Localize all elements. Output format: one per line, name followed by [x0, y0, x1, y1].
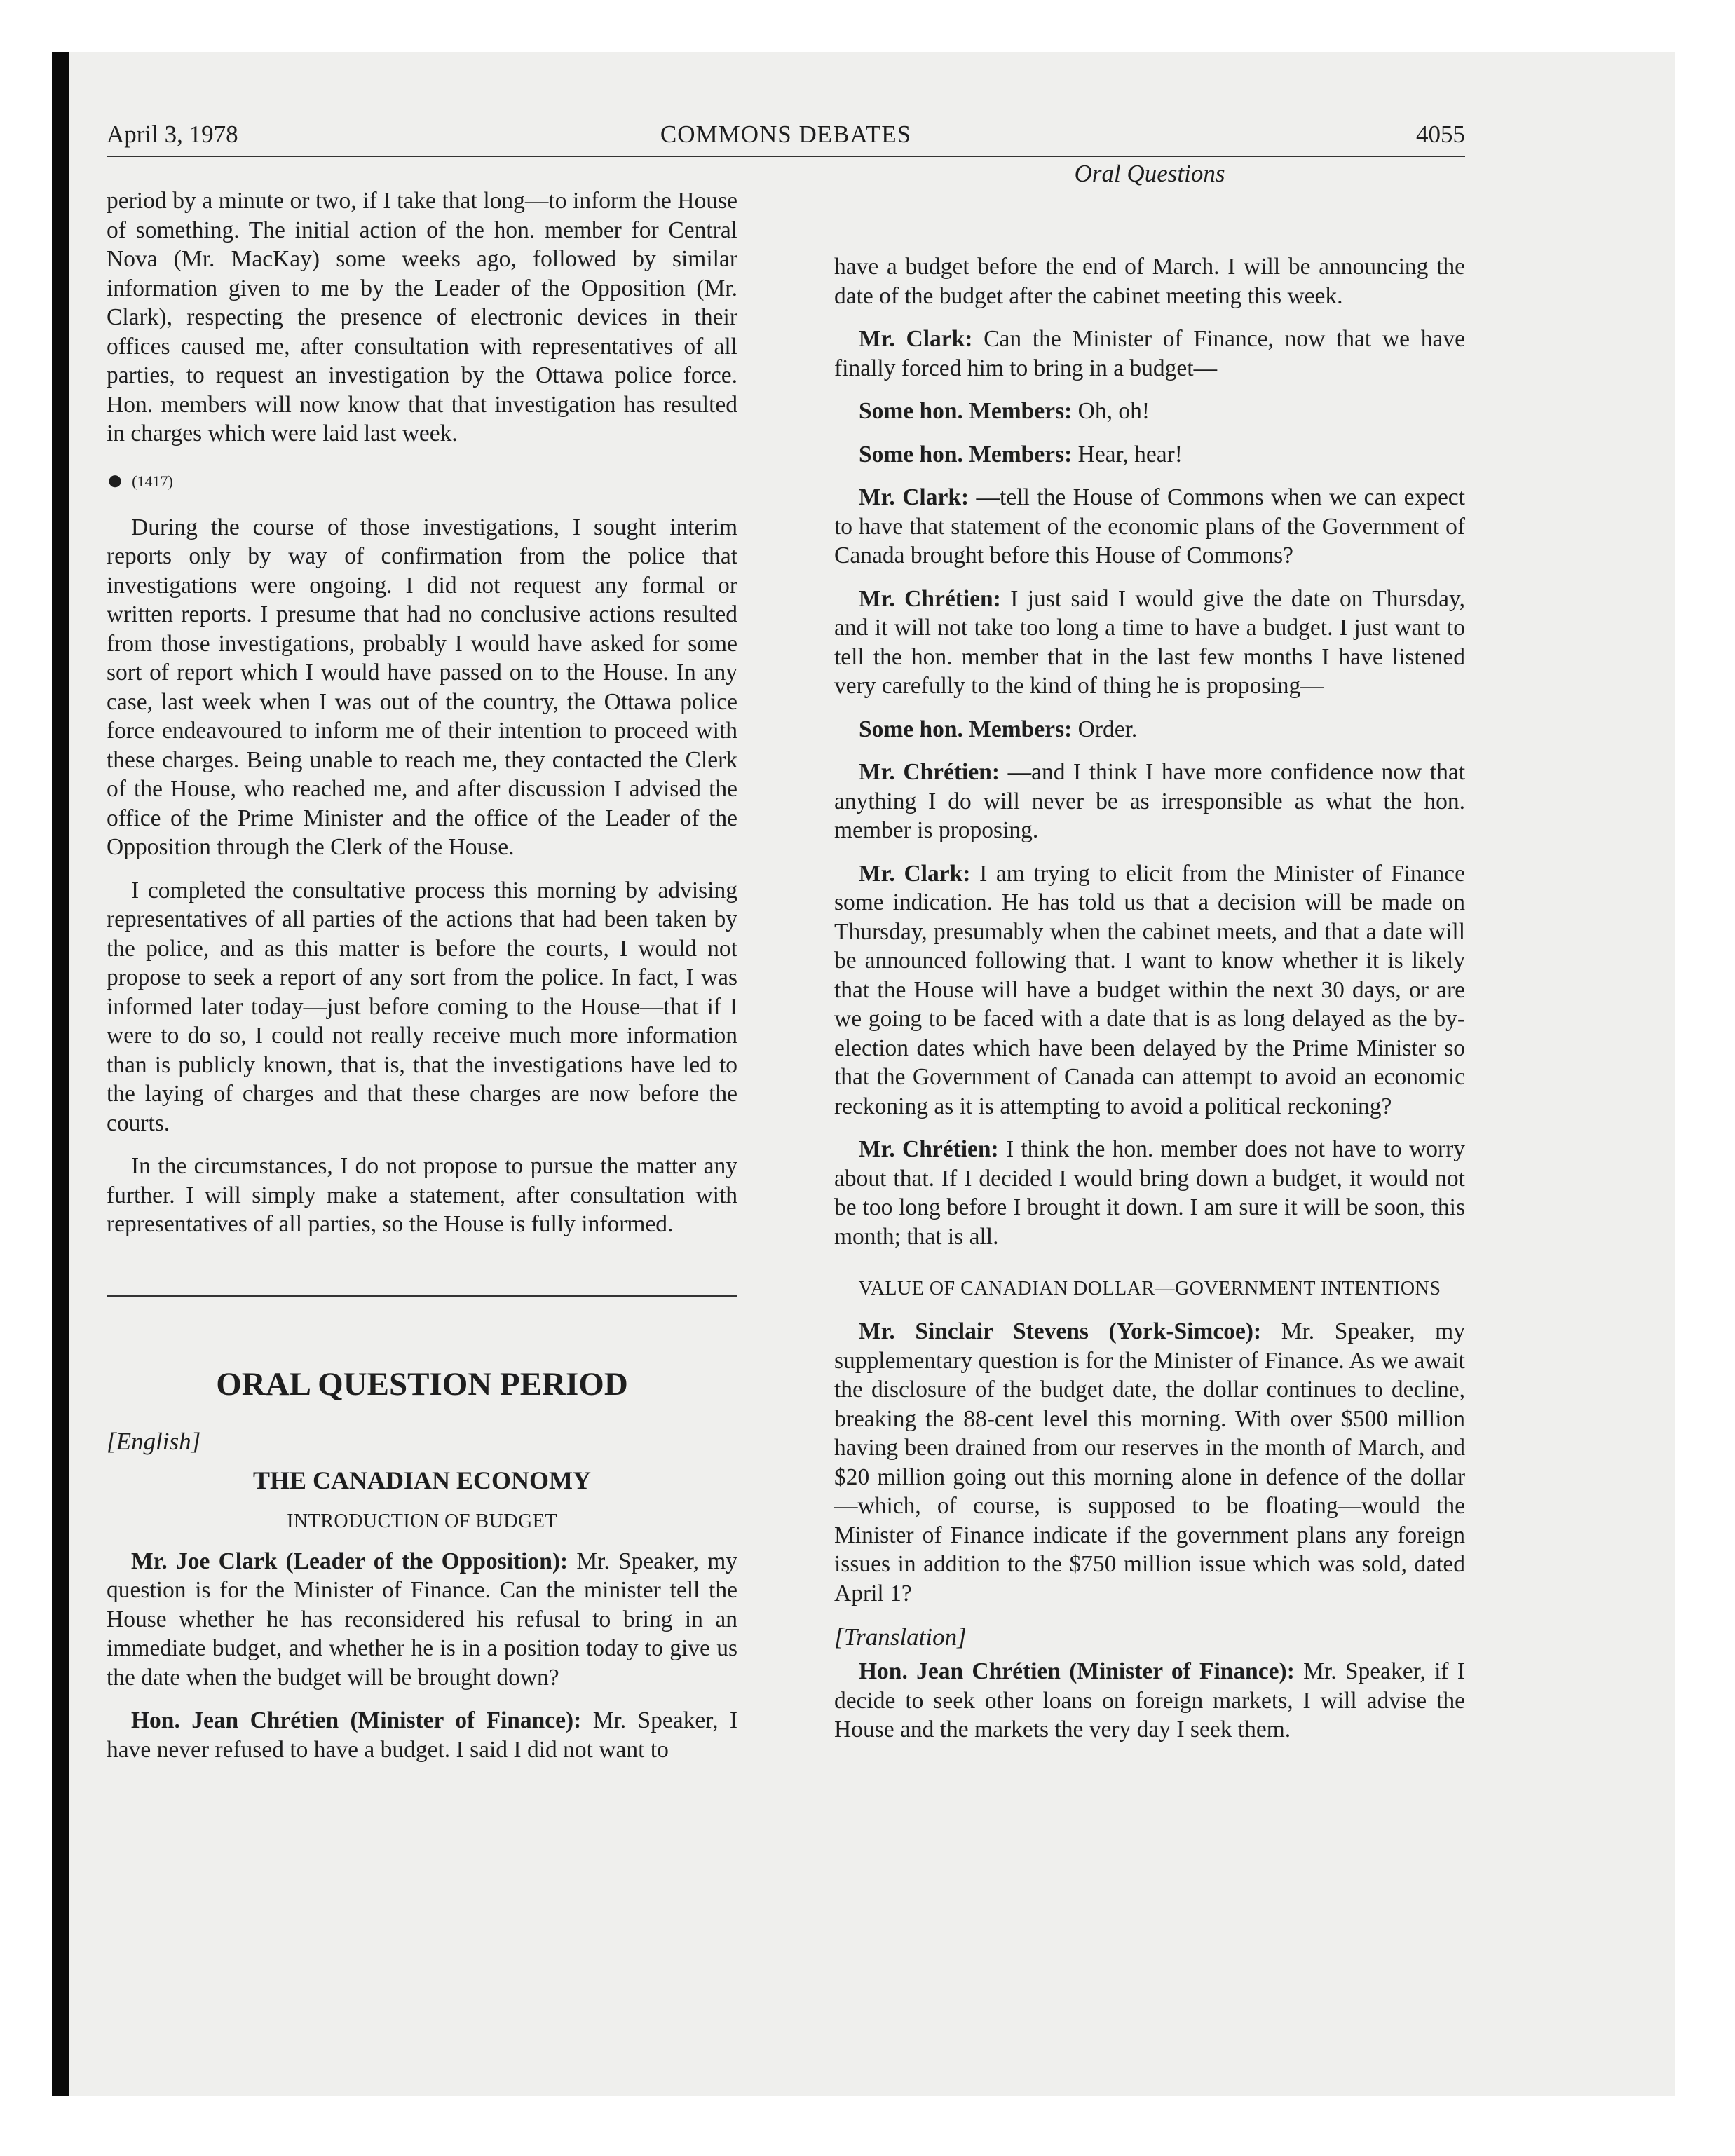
speaker-name: Hon. Jean Chrétien (Minister of Finance): — [131, 1707, 582, 1733]
speech — [834, 325, 1465, 383]
speech — [834, 715, 1465, 744]
left-column — [107, 186, 737, 1764]
speech-text: Mr. Speaker, I have never refused to have a budget. I said I did not want to — [107, 1707, 737, 1763]
speech — [834, 440, 1465, 470]
section-label: Oral Questions — [1074, 160, 1225, 187]
topic-subheading: INTRODUCTION OF BUDGET — [287, 1510, 557, 1532]
speech — [834, 585, 1465, 701]
right-column — [834, 252, 1465, 1745]
section-title: ORAL QUESTION PERIOD — [216, 1365, 628, 1403]
topic-heading: THE CANADIAN ECONOMY — [252, 1466, 591, 1494]
speech-text: Mr. Speaker, my supplementary question is for the Minister of Finance. As we await the disclosure of the budget date, the dollar continues to decline, breaking the 88-cent level this morning. With over $500 million having been drained from our reserves in the month of March, and $20 million going out this morning alone in defence of the dollar—which, of course, is supposed to be floating—would the Minister of Finance indicate if the government plans any foreign issues in addition to the $750 million issue which was sold, dated April 1? — [834, 1318, 1465, 1606]
header-title: COMMONS DEBATES — [660, 121, 912, 148]
speech-text: Hear, hear! — [1072, 441, 1183, 468]
speech-text: —tell the House of Commons when we can expect to have that statement of the economic plans of the Government of Canada brought before this House of Commons? — [834, 484, 1465, 568]
section-divider — [107, 1295, 737, 1297]
language-marker: [Translation] — [834, 1623, 967, 1651]
speech-text: I just said I would give the date on Thursday, and it will not take too long a time to have a budget. I just want to tell the hon. member that in the last few months I have listened very carefully to the kind of thing he is proposing— — [834, 585, 1465, 699]
speech — [834, 1135, 1465, 1251]
speaker-name: Mr. Sinclair Stevens (York-Simcoe): — [859, 1318, 1262, 1344]
paragraph: period by a minute or two, if I take that long—to inform the House of something. The initial action of the hon. member for Central Nova (Mr. MacKay) some weeks ago, followed by similar information given to me by the Leader of the Opposition (Mr. Clark), respecting the presence of electronic devices in their offices caused me, after consultation with representatives of all parties, to request an investigation by the Ottawa police force. Hon. members will now know that that investigation has resulted in charges which were laid last week. — [107, 188, 737, 446]
speaker-name: Mr. Chrétien: — [859, 1136, 999, 1162]
speech-text: I think the hon. member does not have to worry about that. If I decided I would bring down a budget, it would not be too long before I brought it down. I am sure it will be soon, this month; that is all. — [834, 1136, 1466, 1250]
language-marker: [English] — [107, 1427, 201, 1455]
speaker-name: Some hon. Members: — [859, 398, 1073, 424]
speech-text: Order. — [1072, 716, 1138, 742]
speech-text: Mr. Speaker, if I decide to seek other loans on foreign markets, I will advise the House and the markets the very day I seek them. — [834, 1658, 1466, 1742]
speaker-name: Mr. Clark: — [859, 326, 973, 352]
bullet-icon: ● — [107, 463, 124, 496]
speech — [107, 1547, 737, 1693]
speaker-name: Mr. Joe Clark (Leader of the Opposition): — [131, 1548, 569, 1574]
speech — [834, 1657, 1465, 1745]
speech-text: Can the Minister of Finance, now that we have finally forced him to bring in a budget— — [834, 326, 1465, 381]
speech-text: Oh, oh! — [1072, 398, 1150, 424]
speech-text: Mr. Speaker, my question is for the Minister of Finance. Can the minister tell the House whether he has reconsidered his refusal to bring in an immediate budget, and whether he is in a position today to give us the date when the budget will be brought down? — [107, 1548, 737, 1691]
paragraph: have a budget before the end of March. I will be announcing the date of the budget after the cabinet meeting this week. — [834, 254, 1465, 309]
speech — [834, 859, 1465, 1121]
timestamp-marker — [107, 463, 737, 499]
speech — [834, 1317, 1465, 1608]
paragraph: During the course of those investigations, I sought interim reports only by way of confirmation from the police that investigations were ongoing. I did not request any formal or written reports. I presume that had no conclusive actions resulted from those investigations, probably I would have asked for some sort of report which I would have passed on to the House. In any case, last week when I was out of the country, the Ottawa police force endeavoured to inform me of their intention to proceed with these charges. Being unable to reach me, they contacted the Clerk of the House, who reached me, and after discussion I advised the office of the Prime Minister and the office of the Leader of the Opposition through the Clerk of the House. — [107, 514, 737, 860]
speech — [834, 397, 1465, 426]
page-number: 4055 — [1416, 121, 1465, 148]
speaker-name: Hon. Jean Chrétien (Minister of Finance): — [859, 1658, 1295, 1684]
speech — [834, 483, 1465, 571]
speaker-name: Mr. Chrétien: — [859, 759, 1000, 785]
speech-text: I am trying to elicit from the Minister of Finance some indication. He has told us that a decision will be made on Thursday, presumably when the cabinet meets, and that a date will be announced following that. I want to know whether it is likely that the House will have a budget within the next 30 days, or are we going to be faced with a date that is as long delayed as the by-election dates which have been delayed by the Prime Minister so that the Government of Canada can attempt to avoid an economic reckoning as it is attempting to avoid a political reckoning? — [834, 860, 1465, 1119]
speaker-name: Some hon. Members: — [859, 441, 1073, 468]
speaker-name: Some hon. Members: — [859, 716, 1073, 742]
paragraph: I completed the consultative process this morning by advising representatives of all parties of the actions that had been taken by the police, and as this matter is before the courts, I would not propose to seek a report of any sort from the police. In fact, I was informed later today—just before coming to the House—that if I were to do so, I could not really receive much more information than is publicly known, that is, that the investigations have led to the laying of charges and that these charges are now before the courts. — [107, 877, 737, 1136]
speaker-name: Mr. Chrétien: — [859, 585, 1001, 612]
header-date: April 3, 1978 — [107, 121, 238, 148]
topic-subheading: VALUE OF CANADIAN DOLLAR—GOVERNMENT INTENTIONS — [858, 1278, 1441, 1299]
running-header — [107, 119, 1465, 157]
timestamp: (1417) — [132, 472, 173, 490]
paragraph: In the circumstances, I do not propose to pursue the matter any further. I will simply make a statement, after consultation with representatives of all parties, so the House is fully informed. — [107, 1153, 737, 1237]
speaker-name: Mr. Clark: — [859, 860, 971, 887]
speech — [834, 758, 1465, 845]
speaker-name: Mr. Clark: — [859, 484, 969, 510]
speech-text: —and I think I have more confidence now that anything I do will never be as irresponsible as what the hon. member is proposing. — [834, 759, 1466, 843]
speech — [107, 1706, 737, 1764]
